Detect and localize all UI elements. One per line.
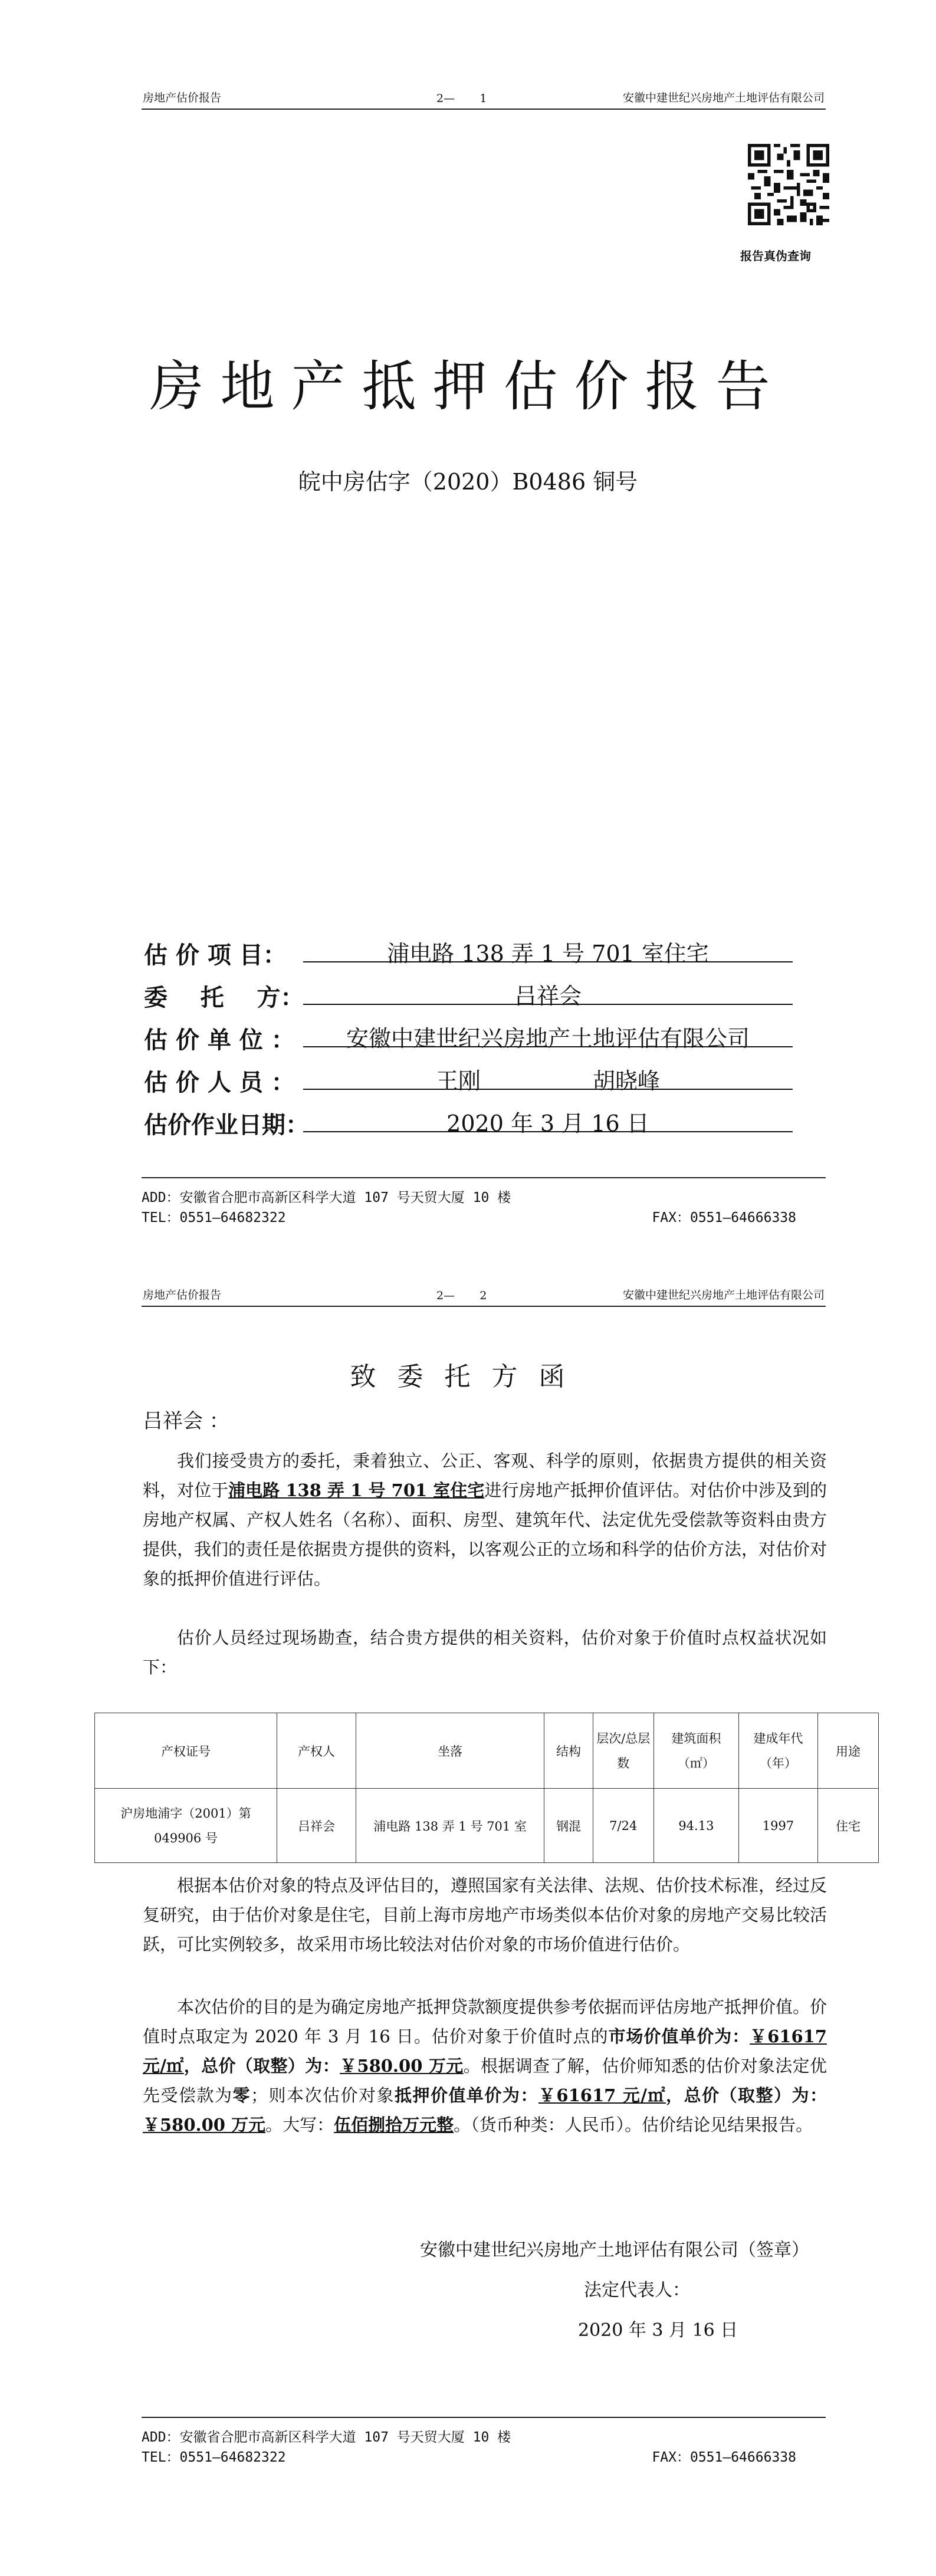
col-owner: 产权人 — [277, 1713, 356, 1789]
info-value: 安徽中建世纪兴房地产土地评估有限公司 — [303, 1017, 793, 1047]
col-cert: 产权证号 — [95, 1713, 277, 1789]
mortgage-total-price: ￥580.00 万元 — [143, 2115, 266, 2135]
qr-code-icon[interactable] — [748, 144, 829, 225]
info-label: 估 价 单 位 ： — [144, 1026, 295, 1054]
cell-year: 1997 — [738, 1789, 817, 1863]
info-row-date — [144, 1102, 804, 1144]
letter-title: 致委托方函 — [350, 1362, 586, 1392]
page1-footer — [142, 1177, 826, 1227]
cell-area: 94.13 — [653, 1789, 738, 1863]
col-floor: 层次/总层数 — [593, 1713, 653, 1789]
property-address: 浦电路 138 弄 1 号 701 室住宅 — [228, 1480, 485, 1500]
property-table — [94, 1713, 879, 1863]
cell-location: 浦电路 138 弄 1 号 701 室 — [356, 1789, 544, 1863]
cell-structure: 钢混 — [544, 1789, 593, 1863]
paragraph-2: 估价人员经过现场勘查，结合贵方提供的相关资料，估价对象于价值时点权益状况如下： — [143, 1628, 827, 1677]
col-area: 建筑面积（㎡） — [653, 1713, 738, 1789]
paragraph-3: 根据本估价对象的特点及评估目的，遵照国家有关法律、法规、估价技术标准，经过反复研究，由于估价对象是住宅，目前上海市房地产市场类似本估价对象的房地产交易比较活跃，可比实例较多，故采用市场比较法对估价对象的市场价值进行估价。 — [143, 1875, 827, 1954]
header-company: 安徽中建世纪兴房地产土地评估有限公司 — [622, 1289, 825, 1302]
report-info-block — [144, 932, 804, 1144]
footer-tel: TEL：0551—64682322 — [142, 1210, 286, 1225]
table-row — [95, 1789, 879, 1863]
header-left: 房地产估价报告 — [143, 91, 222, 104]
info-row-appraiser-company — [144, 1017, 804, 1059]
info-label: 估价作业日期： — [144, 1111, 309, 1139]
paragraph-1: 我们接受贵方的委托，秉着独立、公正、客观、科学的原则，依据贵方提供的相关资料，对位于浦电路 138 弄 1 号 701 室住宅进行房地产抵押价值评估。对估价中涉及到的房地产权属、产权人姓名（名称）、面积、房型、建筑年代、法定优先受偿款等资料由贵方提供，我们的责任是依据贵方提供的资料，以客观公正的立场和科学的估价方法，对估价对象的抵押价值进行评估。 — [143, 1451, 827, 1589]
header-page-number: 2— 2 — [436, 1289, 487, 1302]
cell-floor: 7/24 — [593, 1789, 653, 1863]
page1-header — [142, 88, 826, 110]
info-row-project — [144, 932, 804, 974]
amount-in-words: 伍佰捌拾万元整 — [334, 2115, 454, 2135]
info-value: 浦电路 138 弄 1 号 701 室住宅 — [303, 932, 793, 962]
paragraph-4: 本次估价的目的是为确定房地产抵押贷款额度提供参考依据而评估房地产抵押价值。价值时点取定为 2020 年 3 月 16 日。估价对象于价值时点的市场价值单价为：￥61617 元/㎡，总价（取整）为：￥580.00 万元。根据调查了解，估价师知悉的估价对象法定优先受偿款为零；则本次估价对象抵押价值单价为：￥61617 元/㎡，总价（取整）为：￥580.00 万元。大写：伍佰捌拾万元整。（货币种类：人民币）。估价结论见结果报告。 — [143, 1997, 827, 2135]
qr-caption: 报告真伪查询 — [740, 249, 811, 263]
col-year: 建成年代（年） — [738, 1713, 817, 1789]
mortgage-unit-price: ￥61617 元/㎡ — [538, 2085, 666, 2105]
header-page-number: 2— 1 — [436, 92, 487, 105]
cell-owner: 吕祥会 — [277, 1789, 356, 1863]
header-left: 房地产估价报告 — [143, 1289, 222, 1302]
info-value: 吕祥会 — [303, 974, 793, 1005]
signature-representative: 法定代表人： — [584, 2280, 690, 2301]
col-use: 用途 — [817, 1713, 878, 1789]
page2-header — [142, 1286, 826, 1307]
signature-date: 2020 年 3 月 16 日 — [578, 2320, 738, 2341]
info-label: 估 价 人 员 ： — [144, 1069, 295, 1096]
salutation: 吕祥会 ： — [143, 1409, 229, 1433]
info-row-client — [144, 974, 804, 1017]
page2-footer — [142, 2417, 826, 2466]
cell-use: 住宅 — [817, 1789, 878, 1863]
footer-tel: TEL：0551—64682322 — [142, 2450, 286, 2465]
footer-address: ADD：安徽省合肥市高新区科学大道 107 号天贸大厦 10 楼 — [142, 2430, 511, 2445]
col-location: 坐落 — [356, 1713, 544, 1789]
footer-fax: FAX：0551—64666338 — [652, 1210, 796, 1225]
info-value: 2020 年 3 月 16 日 — [303, 1102, 793, 1132]
signature-company: 安徽中建世纪兴房地产土地评估有限公司（签章） — [420, 2240, 809, 2260]
market-unit-price: ￥61617 元/㎡ — [143, 2026, 827, 2076]
report-title: 房地产抵押估价报告 — [149, 355, 787, 418]
footer-address: ADD：安徽省合肥市高新区科学大道 107 号天贸大厦 10 楼 — [142, 1190, 511, 1205]
info-value: 王刚 胡晓峰 — [303, 1059, 793, 1090]
table-header-row — [95, 1713, 879, 1789]
info-row-appraisers — [144, 1059, 804, 1102]
info-label: 估 价 项 目： — [144, 941, 287, 969]
info-label: 委 托 方： — [144, 984, 304, 1011]
cell-cert: 沪房地浦字（2001）第049906 号 — [95, 1789, 277, 1863]
footer-fax: FAX：0551—64666338 — [652, 2450, 796, 2465]
col-structure: 结构 — [544, 1713, 593, 1789]
header-company: 安徽中建世纪兴房地产土地评估有限公司 — [622, 91, 825, 104]
market-total-price: ￥580.00 万元 — [340, 2056, 464, 2076]
report-number: 皖中房估字（2020）B0486 铜号 — [298, 469, 638, 495]
